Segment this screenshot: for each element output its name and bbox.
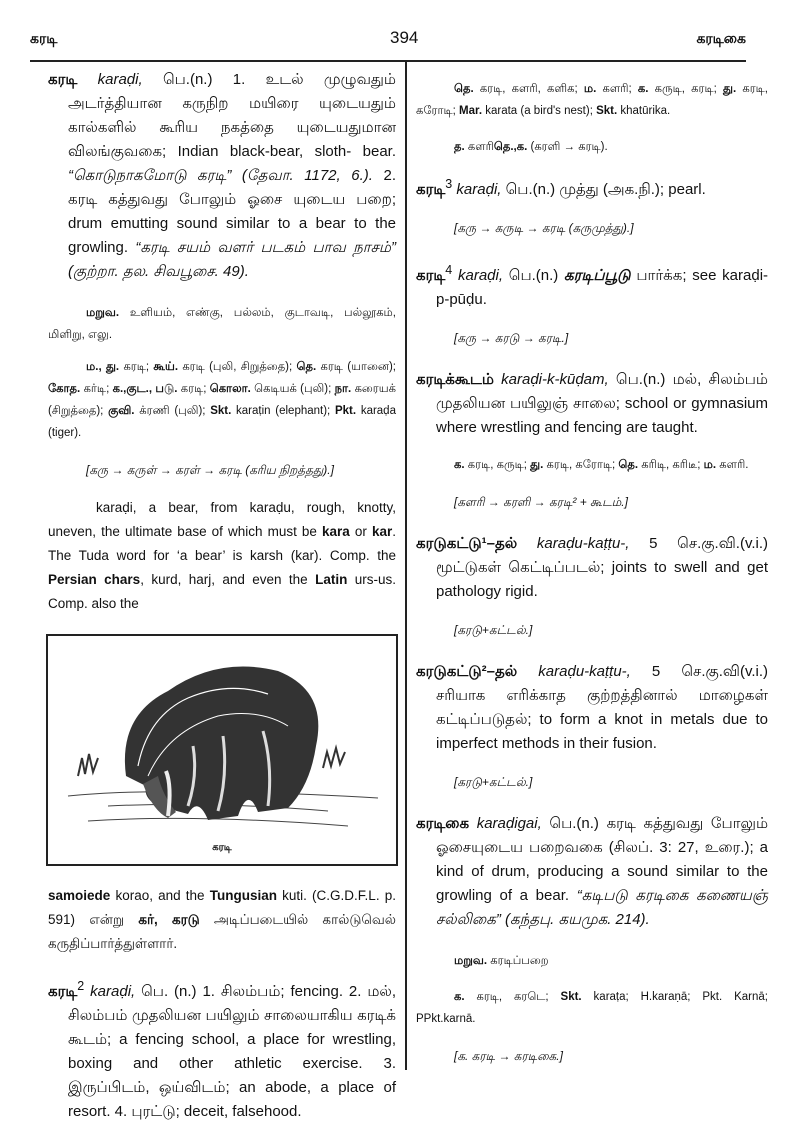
note-fragment: kara	[322, 524, 350, 539]
cognate-word: களரி.	[719, 459, 749, 471]
cognate-word: karaḍa (tiger).	[48, 405, 396, 439]
lang-abbrev: து.	[530, 459, 547, 471]
note-fragment: அடிப்படையில் கால்டுவெல் கருதிப்பார்த்துள்ளார்.	[48, 912, 397, 951]
etymology: [கரு → கரடு → கரடி.]	[454, 331, 569, 345]
headword: கரடுகட்டு¹–தல்	[416, 535, 518, 552]
cognate-word: கரடி;	[123, 361, 154, 373]
cognate-word: கரடி, கருடி;	[467, 459, 531, 471]
transliteration: karaḍi,	[456, 181, 502, 198]
cognate-note	[416, 136, 768, 158]
note-fragment: கர், கரடு	[138, 912, 200, 927]
part-of-speech: பெ.(n.)	[505, 181, 556, 198]
caldwell-note	[48, 496, 396, 616]
page-header	[30, 14, 746, 62]
cognate-list	[416, 991, 768, 1025]
synonyms-label: மறுவ.	[86, 307, 120, 319]
etymology: [களரி → கரளி → கரடி² + கூடம்.]	[454, 495, 628, 509]
part-of-speech: பெ. (n.)	[141, 983, 197, 1000]
lang-abbrev: Skt.	[560, 991, 594, 1003]
synonyms-text: கரடிப்பறை	[490, 955, 549, 967]
cognates	[48, 356, 396, 444]
definition: மூட்டுகள் கெட்டிப்படல்; joints to swell and get pathology rigid.	[436, 559, 768, 600]
note-fragment: kar	[371, 524, 393, 539]
note-fragment: . The Tuda word for ‘a bear’ is karsh (kar). Comp. the	[48, 524, 396, 563]
note-fragment: urs-us. Comp. also the	[48, 572, 396, 611]
part-of-speech: பெ.(n.)	[508, 267, 559, 284]
cognate-word: (கரளி → கரடி).	[530, 141, 608, 153]
lang-abbrev: Skt.	[596, 105, 621, 117]
cognate-word: கெடியக் (புலி);	[254, 383, 335, 395]
entry-karadi-3	[416, 172, 768, 202]
cognates-continued	[416, 78, 768, 122]
cognate-list	[416, 83, 768, 117]
lang-abbrev: ம.	[703, 459, 720, 471]
part-of-speech: பெ.(n.)	[615, 371, 666, 388]
homonym-number: 2	[77, 979, 85, 993]
note-text	[48, 500, 396, 611]
part-of-speech: பெ.(n.)	[162, 71, 213, 88]
cognate-word: க்ரணி (புலி);	[139, 405, 211, 417]
note-text	[48, 888, 396, 951]
lang-abbrev: து.	[722, 83, 743, 95]
guide-word-left: கரடி	[30, 30, 58, 46]
cognates	[416, 986, 768, 1030]
part-of-speech: 5 செ.கு.வி(v.i.)	[651, 663, 769, 680]
lang-abbrev: த.	[454, 141, 465, 153]
etymology: [கரு → கருடி → கரடி (கருமுத்து).]	[454, 221, 634, 235]
quotation: “கடிபடு கரடிகை கணையஞ் சல்லிகை”	[436, 887, 768, 928]
headword: கரடிக்கூடம்	[416, 371, 494, 388]
lang-abbrev: ம.	[583, 83, 603, 95]
cognate-word: களரி	[467, 141, 494, 153]
transliteration: karaḍi-k-kūḍam,	[501, 371, 609, 388]
lang-abbrev: தெ.	[618, 459, 642, 471]
transliteration: karaḍigai,	[476, 815, 542, 832]
homonym-number: 4	[445, 263, 453, 277]
note-fragment: Persian chars	[48, 572, 141, 587]
cognate-word: khatūrika.	[620, 105, 671, 117]
lang-abbrev: Mar.	[459, 105, 486, 117]
quotation-2: “கரடி சயம் வளர் படகம் பாவ நாசம்”	[135, 239, 396, 256]
lang-abbrev: க.	[454, 991, 477, 1003]
transliteration: karaḍi,	[97, 71, 143, 88]
etymology: [கரு → கருள் → கரள் → கரடி (கரிய நிறத்தது).]	[86, 463, 334, 477]
definition: முத்து (அக.நி.); pearl.	[559, 181, 706, 198]
figure-caption: கரடி	[212, 842, 232, 853]
cognate-list	[454, 459, 748, 471]
cognate-word: கரையக் (சிறுத்தை);	[48, 383, 396, 417]
entry-karadigai	[416, 812, 768, 932]
etymology: [கரடு+கட்டல்.]	[454, 623, 533, 637]
transliteration: karaḍu-kaṭṭu-,	[538, 663, 631, 680]
note-fragment: samoiede	[48, 888, 111, 903]
note-fragment: Tungusian	[209, 888, 277, 903]
headword: கரடி	[48, 71, 78, 88]
citation-1: (தேவா. 1172, 6.).	[241, 167, 373, 184]
entry-karadu-kattu-2	[416, 660, 768, 756]
lang-abbrev: Pkt.	[334, 405, 361, 417]
headword: கரடி	[416, 181, 446, 198]
cognate-word: கரடி (யானை);	[320, 361, 397, 373]
entry-karadi-k-kudam	[416, 368, 768, 440]
citation-2: (குற்றா. தல. சிவபூசை. 49).	[68, 263, 249, 280]
part-of-speech: பெ.(n.)	[549, 815, 599, 832]
definition: கரடி கத்துவது போலும் ஓசையுடைய பறைவகை (சிலப். 3: 27, உரை.); a kind of drum, producing a sound similar to the growling of a bear.	[436, 815, 769, 904]
definition: பார்க்க; see karaḍi-p-pūḍu.	[436, 267, 769, 308]
column-divider	[405, 62, 407, 1070]
lang-abbrev: ம., து.	[86, 361, 124, 373]
cognate-word: கருடி, கரடி;	[654, 83, 723, 95]
page-number: 394	[390, 28, 419, 47]
cognate-word: karaṭa;	[593, 991, 641, 1003]
entry-karadi-4	[416, 258, 768, 312]
homonym-number: 3	[445, 177, 453, 191]
lang-abbrev: கொலா.	[209, 383, 255, 395]
lang-abbrev: க.	[637, 83, 655, 95]
note-fragment: karaḍi, a bear, from karaḍu, rough, knotty, uneven, the ultimate base of which must be	[48, 500, 396, 539]
synonyms	[48, 302, 396, 346]
etymology: [கரடு+கட்டல்.]	[454, 775, 533, 789]
cognate-word: களரி;	[602, 83, 638, 95]
headword: கரடி	[48, 983, 78, 1000]
right-column	[416, 68, 768, 1068]
entry-karadu-kattu-1	[416, 532, 768, 604]
cognate-word: karaṭin (elephant);	[236, 405, 335, 417]
lang-abbrev: தெ.	[454, 83, 480, 95]
citation: (கந்தபு. கயமுக. 214).	[505, 911, 650, 928]
lang-abbrev: க.	[454, 459, 468, 471]
definition-1: 1. உடல் முழுவதும் அடர்த்தியான கருநிற மயிரை யுடையதும் கால்களில் கூரிய நகத்தை யுடையதுமான விலங்குவகை; Indian black-bear, sloth- bear.	[68, 71, 397, 160]
etymology: [க. கரடி → கரடிகை.]	[454, 1049, 563, 1063]
cognate-word: கர்டி;	[83, 383, 113, 395]
caldwell-note-continued	[48, 884, 396, 956]
note-fragment: , kurd, harj, and even the	[140, 572, 316, 587]
cognate-word: கரடி, கரடெ;	[476, 991, 561, 1003]
note-fragment: or	[349, 524, 372, 539]
entry-karadi-2	[48, 974, 396, 1124]
definition: சரியாக எரிக்காத குற்றத்தினால் மாழைகள் கட்டிப்படுதல்; to form a knot in metals due to imperfect methods in their fusion.	[436, 687, 768, 752]
cognate-word: கரிடி, கரிடீ;	[641, 459, 704, 471]
synonyms	[416, 950, 768, 972]
transliteration: karaḍi,	[90, 983, 136, 1000]
cognate-word: karata (a bird's nest);	[485, 105, 597, 117]
lang-abbrev: தெ.,க.	[493, 141, 528, 153]
lang-abbrev: க.,குட., படு.	[112, 383, 181, 395]
lang-abbrev: தெ.	[296, 361, 321, 373]
definition: 1. சிலம்பம்; fencing. 2. மல், சிலம்பம் முதலியன பயிலும் சாலையாகிய கரடிக் கூடம்; a fencing school, a place for wrestling, boxing and other athletic exercise. 3. இருப்பிடம், ஒய்விடம்; an abode, a place of resort. 4. புரட்டு; deceit, falsehood.	[68, 983, 397, 1120]
part-of-speech: 5 செ.கு.வி.(v.i.)	[649, 535, 768, 552]
left-column	[48, 68, 396, 1124]
transliteration: karaḍi,	[458, 267, 504, 284]
synonyms-label: மறுவ.	[454, 955, 488, 967]
note-fragment: Latin	[315, 572, 348, 587]
lang-abbrev: குவி.	[108, 405, 140, 417]
cognate-word: கரடி, கரோடி;	[416, 83, 768, 117]
headword: கரடுகட்டு²–தல்	[416, 663, 518, 680]
cross-reference-link[interactable]: கரடிப்பூடு	[564, 267, 631, 284]
bear-illustration	[46, 634, 398, 866]
cognate-list	[48, 361, 396, 439]
lang-abbrev: கோத.	[48, 383, 84, 395]
cognate-word: H.karaṇā; Pkt. Karnā; PPkt.karnā.	[416, 991, 768, 1025]
cognates	[416, 454, 768, 476]
note-fragment: korao, and the	[110, 888, 210, 903]
cognate-word: கரடி;	[180, 383, 210, 395]
transliteration: karaḍu-kaṭṭu-,	[536, 535, 630, 552]
guide-word-right: கரடிகை	[696, 30, 746, 46]
headword: கரடிகை	[416, 815, 470, 832]
bear-drawing-icon	[48, 636, 396, 864]
quotation-1: “கொடுநாகமோடு கரடி”	[68, 167, 232, 184]
definition: மல், சிலம்பம் முதலியன பயிலுஞ் சாலை; school or gymnasium where wrestling and fencing are taught.	[436, 371, 768, 436]
note-fragment: kuti. (C.G.D.F.L. p. 591) என்று	[48, 888, 396, 927]
definition-2: 2. கரடி கத்துவது போலும் ஓசை யுடைய பறை; drum emutting sound similar to a bear to the growling.	[68, 167, 397, 256]
headword: கரடி	[416, 267, 446, 284]
lang-abbrev: நா.	[334, 383, 355, 395]
synonyms-text: உளியம், எண்கு, பல்லம், குடாவடி, பல்லூகம், மிளிறு, எலு.	[48, 307, 397, 341]
lang-abbrev: Skt.	[210, 405, 237, 417]
cognate-word: கரடி, களரி, களிக;	[479, 83, 584, 95]
entry-karadi-1	[48, 68, 396, 284]
cognate-word: கரடி, கரோடி;	[546, 459, 619, 471]
cognate-word: கரடி (புலி, சிறுத்தை);	[182, 361, 297, 373]
lang-abbrev: கூய்.	[153, 361, 183, 373]
